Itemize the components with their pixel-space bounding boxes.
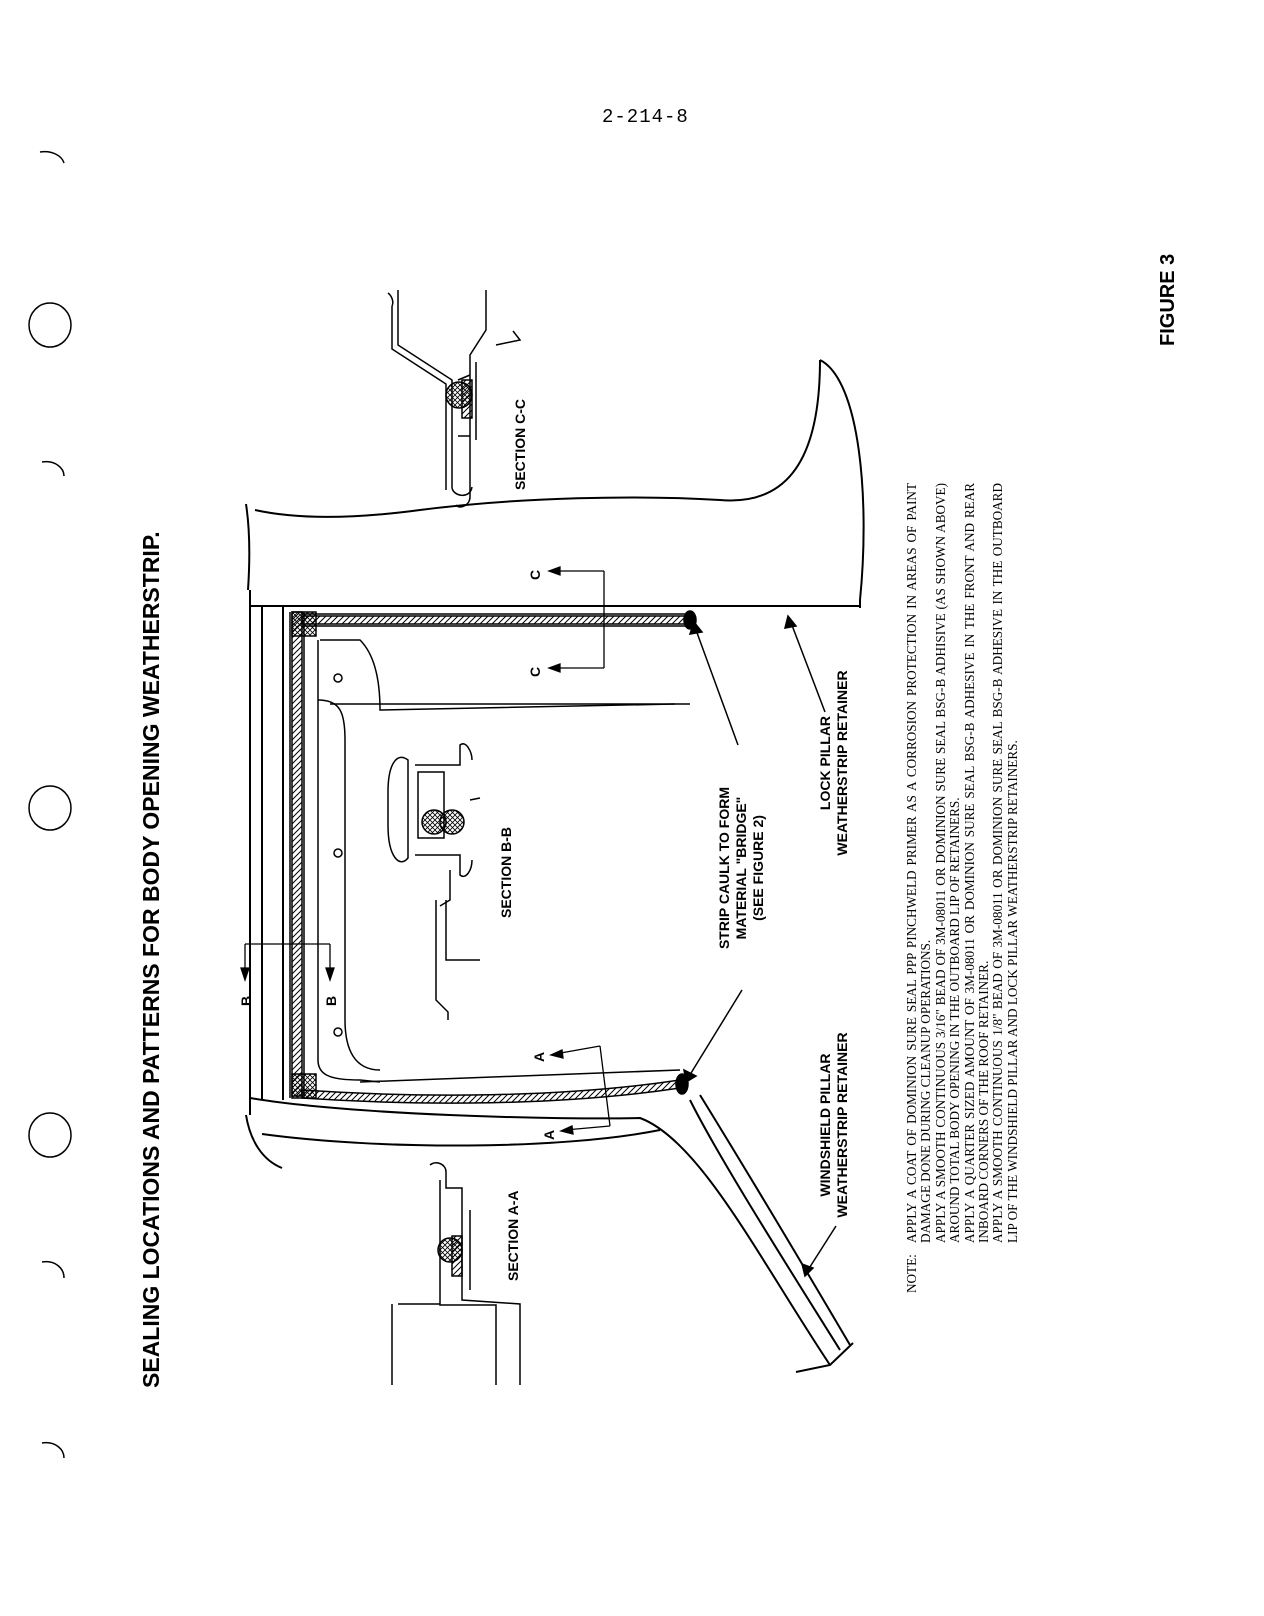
strip-caulk-line-2: MATERIAL "BRIDGE" xyxy=(733,796,749,940)
marker-b-right: B xyxy=(323,995,339,1006)
section-bb-label: SECTION B-B xyxy=(498,827,514,918)
windshield-pillar-line-1: WINDSHIELD PILLAR xyxy=(817,1053,833,1197)
section-aa-label: SECTION A-A xyxy=(505,1190,521,1281)
lock-pillar-callout xyxy=(817,658,851,868)
body-opening xyxy=(246,360,864,1372)
lock-pillar-line-2: WEATHERSTRIP RETAINER xyxy=(834,670,850,856)
strip-caulk-line-1: STRIP CAULK TO FORM xyxy=(716,786,732,950)
marker-c-bottom: C xyxy=(527,666,543,677)
lock-pillar-bead xyxy=(302,616,690,624)
binder-hole xyxy=(29,303,71,347)
note-heading: NOTE: xyxy=(904,1254,919,1293)
note-item-2: APPLY A SMOOTH CONTINUOUS 3/16" BEAD OF 3M-08011 OR DOMINION SURE SEAL BSG-B ADHISIVE (AS SHOWN ABOVE) AROUND TOTAL BODY OPENING IN THE OUTBOARD LIP OF RETAINERS. xyxy=(932,483,963,1243)
binder-hole xyxy=(29,1113,71,1157)
windshield-pillar-line-2: WEATHERSTRIP RETAINER xyxy=(834,1032,850,1218)
roof-bead xyxy=(292,612,302,1096)
marker-b-left: B xyxy=(238,995,254,1006)
page-number: 2-214-8 xyxy=(602,106,689,128)
marker-a-top: A xyxy=(531,1051,547,1062)
windshield-pillar-bead xyxy=(302,1080,680,1103)
retainer-rails xyxy=(290,611,696,1103)
marker-c-top: C xyxy=(527,569,543,580)
windshield-pillar-callout xyxy=(817,1020,851,1230)
strip-caulk-callout xyxy=(716,738,767,998)
binder-holes xyxy=(29,152,71,1458)
note-item-1: APPLY A COAT OF DOMINION SURE SEAL PPP PINCHWELD PRIMER AS A CORROSION PROTECTION IN AREAS OF PAINT DAMAGE DONE DURING CLEANUP OPERATIONS. xyxy=(904,483,934,1243)
note-item-3: APPLY A QUARTER SIZED AMOUNT OF 3M-08011 OR DOMINION SURE SEAL BSG-B ADHESIVE IN THE FRONT AND REAR INBOARD CORNERS OF THE ROOF RETAINER. xyxy=(961,483,992,1243)
marker-a-bottom: A xyxy=(541,1129,557,1140)
figure-label: FIGURE 3 xyxy=(1157,253,1179,346)
notes-block xyxy=(904,483,1020,1293)
section-aa-detail xyxy=(392,1163,520,1385)
figure-title: SEALING LOCATIONS AND PATTERNS FOR BODY OPENING WEATHERSTRIP. xyxy=(138,531,164,1388)
lock-pillar-line-1: LOCK PILLAR xyxy=(817,715,833,811)
section-cc-label: SECTION C-C xyxy=(512,399,528,490)
section-bb-detail xyxy=(388,744,480,1020)
section-cc-detail xyxy=(388,290,520,507)
strip-caulk-line-3: (SEE FIGURE 2) xyxy=(750,815,766,921)
binder-hole xyxy=(29,786,71,830)
note-item-4: APPLY A SMOOTH CONTINUOUS 1/8" BEAD OF 3M-08011 OR DOMINION SURE SEAL BSG-B ADHESIVE IN THE OUTBOARD LIP OF THE WINDSHIELD PILLAR AND LOCK PILLAR WEATHERSTRIP RETAINERS. xyxy=(990,483,1020,1243)
